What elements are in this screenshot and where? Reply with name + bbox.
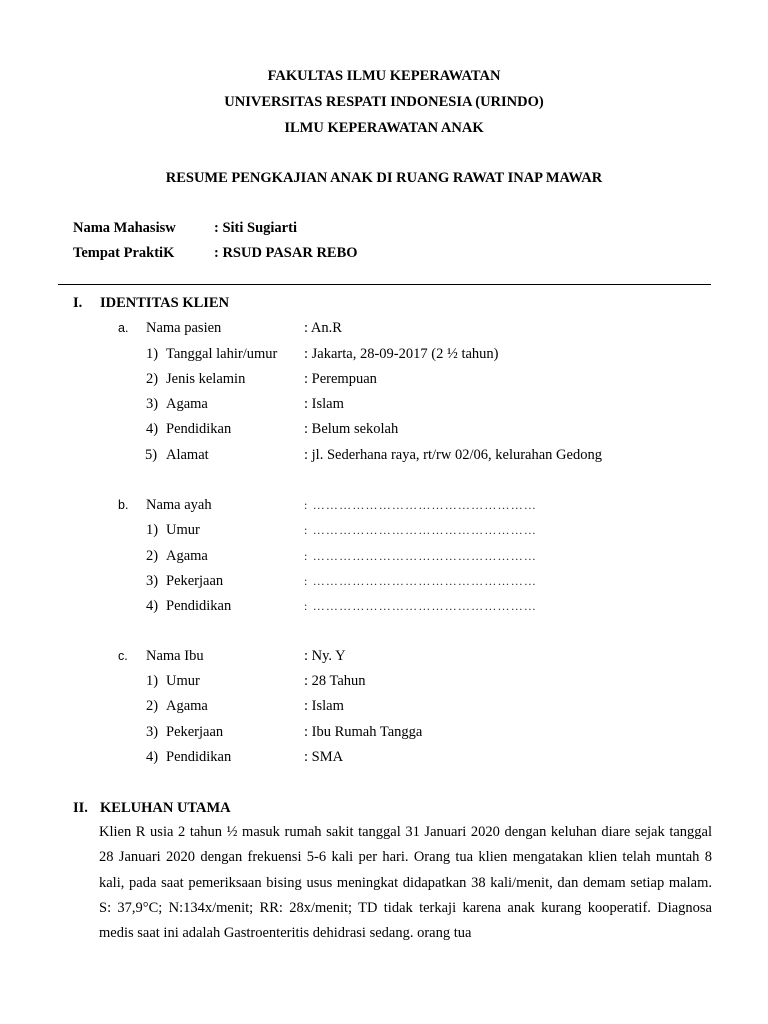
- student-name-value: : Siti Sugiarti: [214, 220, 297, 236]
- field-label: Jenis kelamin: [166, 371, 246, 387]
- field-value: : ……………………………………………: [304, 549, 538, 563]
- field-value: : Belum sekolah: [304, 421, 399, 437]
- list-item: [0, 748, 768, 766]
- field-label: Agama: [166, 548, 208, 564]
- field-value: : An.R: [304, 320, 342, 336]
- field-label: Umur: [166, 522, 200, 538]
- section-keluhan-heading: [73, 799, 373, 817]
- list-item: [0, 597, 768, 615]
- main-complaint-paragraph: Klien R usia 2 tahun ½ masuk rumah sakit tanggal 31 Januari 2020 dengan keluhan diare sejak tanggal 28 Januari 2020 dengan frekuensi 5-6 kali per hari. Orang tua klien mengatakan klien telah muntah 8 kali, pada saat pemeriksaan bising usus meningkat didapatkan 38 kali/menit, dan demam setiap malam. S: 37,9°C; N:134x/menit; RR: 28x/menit; TD tidak terkaji karena anak kurang kooperatif. Diagnosa medis saat ini adalah Gastroenteritis dehidrasi sedang. orang tua: [99, 824, 712, 942]
- field-label: Nama pasien: [146, 320, 222, 336]
- practice-place-label: Tempat PraktiK: [73, 245, 175, 261]
- list-item: [0, 446, 768, 464]
- list-item: [0, 572, 768, 590]
- mother-name-row: [0, 647, 768, 665]
- item-number: 4): [146, 421, 159, 437]
- field-label: Agama: [166, 698, 208, 714]
- field-label: Nama ayah: [146, 497, 212, 513]
- field-label: Pendidikan: [166, 749, 232, 765]
- field-label: Alamat: [166, 447, 209, 463]
- item-number: 3): [146, 724, 159, 740]
- faculty-heading: FAKULTAS ILMU KEPERAWATAN: [267, 68, 501, 84]
- field-value: : jl. Sederhana raya, rt/rw 02/06, kelurahan Gedong: [304, 447, 602, 463]
- field-label: Pendidikan: [166, 598, 232, 614]
- field-label: Pekerjaan: [166, 724, 224, 740]
- practice-place-value: : RSUD PASAR REBO: [214, 245, 358, 261]
- field-label: Agama: [166, 396, 208, 412]
- item-number: 4): [146, 749, 159, 765]
- list-item: [0, 420, 768, 438]
- list-item: [0, 697, 768, 715]
- field-value: : ……………………………………………: [304, 574, 538, 588]
- list-item: [0, 723, 768, 741]
- field-value: : Islam: [304, 698, 344, 714]
- field-label: Tanggal lahir/umur: [166, 346, 278, 362]
- document-title: RESUME PENGKAJIAN ANAK DI RUANG RAWAT INAP MAWAR: [165, 170, 603, 186]
- field-label: Pekerjaan: [166, 573, 224, 589]
- field-label: Pendidikan: [166, 421, 232, 437]
- item-number: 1): [146, 346, 159, 362]
- horizontal-divider: [58, 284, 711, 285]
- list-item: [0, 672, 768, 690]
- field-value: : ……………………………………………: [304, 498, 538, 512]
- section-title: KELUHAN UTAMA: [100, 800, 231, 816]
- list-item: [0, 521, 768, 539]
- list-item: [0, 345, 768, 363]
- list-letter: a.: [118, 321, 129, 335]
- item-number: 1): [146, 673, 159, 689]
- field-value: : ……………………………………………: [304, 599, 538, 613]
- field-value: : Perempuan: [304, 371, 377, 387]
- field-value: : Islam: [304, 396, 344, 412]
- field-value: : ……………………………………………: [304, 523, 538, 537]
- item-number: 2): [146, 548, 159, 564]
- item-number: 2): [146, 371, 159, 387]
- section-number: I.: [73, 295, 83, 311]
- father-name-row: [0, 496, 768, 514]
- item-number: 3): [146, 396, 159, 412]
- field-value: : Ny. Y: [304, 648, 346, 664]
- list-item: [0, 370, 768, 388]
- item-number: 2): [146, 698, 159, 714]
- student-name-label: Nama Mahasisw: [73, 220, 176, 236]
- section-identitas-heading: [73, 294, 373, 312]
- department-heading: ILMU KEPERAWATAN ANAK: [284, 120, 484, 136]
- section-number: II.: [73, 800, 88, 816]
- section-title: IDENTITAS KLIEN: [100, 295, 230, 311]
- list-letter: c.: [118, 649, 128, 663]
- field-value: : Jakarta, 28-09-2017 (2 ½ tahun): [304, 346, 499, 362]
- patient-name-row: [0, 319, 768, 337]
- field-value: : Ibu Rumah Tangga: [304, 724, 423, 740]
- university-heading: UNIVERSITAS RESPATI INDONESIA (URINDO): [224, 94, 544, 110]
- list-item: [0, 395, 768, 413]
- list-item: [0, 547, 768, 565]
- item-number: 1): [146, 522, 159, 538]
- field-label: Nama Ibu: [146, 648, 204, 664]
- list-letter: b.: [118, 498, 129, 512]
- field-value: : 28 Tahun: [304, 673, 366, 689]
- field-label: Umur: [166, 673, 200, 689]
- item-number: 5): [145, 447, 158, 463]
- item-number: 4): [146, 598, 159, 614]
- item-number: 3): [146, 573, 159, 589]
- field-value: : SMA: [304, 749, 344, 765]
